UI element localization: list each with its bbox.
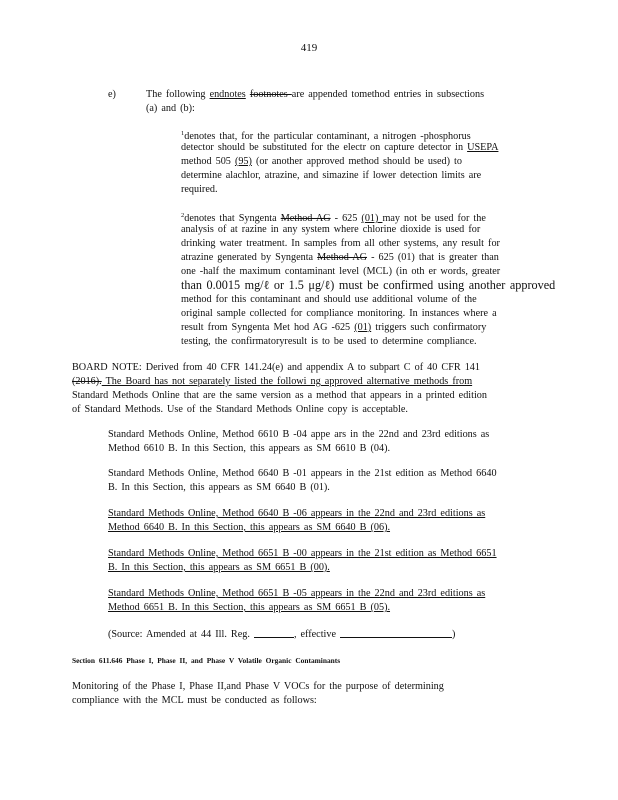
item-e-line-1 <box>146 88 484 102</box>
method-entry-5-line-2: Method 6651 B. In this Section, this appears as SM 6651 B (05). <box>108 602 391 613</box>
note-2-line-6: than 0.0015 mg/ℓ or 1.5 μg/ℓ) must be confirmed using another approved <box>181 278 556 292</box>
monitoring-line-1: Monitoring of the Phase I, Phase II,and Phase V VOCs for the purpose of determining <box>72 681 444 692</box>
text-run: atrazine generated by Syngenta <box>181 252 318 263</box>
note-1-line-3 <box>181 155 462 169</box>
text-run: triggers such confirmatory <box>371 322 487 333</box>
text-run: (or another approved method should be used) to <box>251 156 462 167</box>
note-2-line-5: one -half the maximum contaminant level (MCL) (in oth er words, greater <box>181 266 501 277</box>
method-entry-1-line-2: Method 6610 B. In this Section, this appears as SM 6610 B (04). <box>108 443 391 454</box>
note-2-line-2: analysis of at razine in any system where chlorine dioxide is used for <box>181 224 481 235</box>
method-entry-4-line-1: Standard Methods Online, Method 6651 B -00 appears in the 21st edition as Method 6651 <box>108 548 497 559</box>
deleted-text: Method AG <box>317 252 368 263</box>
source-note <box>108 627 455 642</box>
method-entry-3-line-2: Method 6640 B. In this Section, this appears as SM 6640 B (06). <box>108 522 391 533</box>
method-entry-1-line-1: Standard Methods Online, Method 6610 B -04 appe ars in the 22nd and 23rd editions as <box>108 429 490 440</box>
note-2-line-3: drinking water treatment. In samples from all other systems, any result for <box>181 238 500 249</box>
note-2-line-7: method for this contaminant and should use additional volume of the <box>181 294 477 305</box>
text-run: - 625 (01) that is greater than <box>367 252 499 263</box>
footnote-marker: 2 <box>181 212 185 219</box>
text-run: , effective <box>293 629 336 640</box>
blank-line <box>340 627 452 638</box>
text-run: detector should be substituted for the electr on capture detector in <box>181 142 468 153</box>
deleted-text: footnotes <box>249 89 292 100</box>
board-note-line-3: Standard Methods Online that are the same version as a method that appears in a printed edition <box>72 390 487 401</box>
text-run: - 625 <box>330 213 362 224</box>
note-1-line-2 <box>181 141 498 155</box>
board-note-line-4: of Standard Methods. Use of the Standard Methods Online copy is acceptable. <box>72 404 408 415</box>
board-note-line-2 <box>72 375 472 389</box>
method-entry-5-line-1: Standard Methods Online, Method 6651 B -05 appears in the 22nd and 23rd editions as <box>108 588 486 599</box>
text-run: result from Syngenta Met hod AG -625 <box>181 322 355 333</box>
deleted-text: (2016). <box>72 376 102 387</box>
text-run: denotes that, for the particular contaminant, a nitrogen -phosphorus <box>184 131 471 142</box>
monitoring-line-2: compliance with the MCL must be conducted as follows: <box>72 695 317 706</box>
text-run: denotes that Syngenta <box>184 213 281 224</box>
method-entry-3-line-1: Standard Methods Online, Method 6640 B -06 appears in the 22nd and 23rd editions as <box>108 508 486 519</box>
inserted-text: The Board has not separately listed the followi ng approved alternative methods from <box>101 376 473 387</box>
item-e-line-2: (a) and (b): <box>146 103 195 114</box>
method-entry-4-line-2: B. In this Section, this appears as SM 6651 B (00). <box>108 562 330 573</box>
note-1-line-5: required. <box>181 184 218 195</box>
board-note-line-1: BOARD NOTE: Derived from 40 CFR 141.24(e) and appendix A to subpart C of 40 CFR 141 <box>72 362 480 373</box>
inserted-text: endnotes <box>209 89 246 100</box>
inserted-text: (01) <box>354 322 372 333</box>
note-2-line-4 <box>181 251 499 265</box>
section-heading: Section 611.646 Phase I, Phase II, and Phase V Volatile Organic Contaminants <box>72 656 341 665</box>
text-run: ) <box>452 629 456 640</box>
item-e-label: e) <box>108 89 116 100</box>
text-run: are appended tomethod entries in subsections <box>291 89 485 100</box>
note-2-line-8: original sample collected for compliance monitoring. In instances where a <box>181 308 497 319</box>
text-run: method 505 <box>181 156 235 167</box>
inserted-text: (01) <box>361 213 383 224</box>
inserted-text: USEPA <box>467 142 499 153</box>
text-run: The following <box>146 89 210 100</box>
text-run: may not be used for the <box>382 213 486 224</box>
note-1-line-4: determine alachlor, atrazine, and simazine if lower detection limits are <box>181 170 482 181</box>
note-2-line-10: testing, the confirmatoryresult is to be used to determine compliance. <box>181 336 477 347</box>
text-run: (Source: Amended at 44 Ill. Reg. <box>108 629 250 640</box>
footnote-marker: 1 <box>181 130 185 137</box>
note-2-line-9 <box>181 321 486 335</box>
page-number: 419 <box>300 42 318 54</box>
deleted-text: Method AG <box>280 213 331 224</box>
blank-line <box>254 627 294 638</box>
method-entry-2-line-2: B. In this Section, this appears as SM 6640 B (01). <box>108 482 330 493</box>
method-entry-2-line-1: Standard Methods Online, Method 6640 B -01 appears in the 21st edition as Method 6640 <box>108 468 497 479</box>
inserted-text: (95) <box>234 156 252 167</box>
